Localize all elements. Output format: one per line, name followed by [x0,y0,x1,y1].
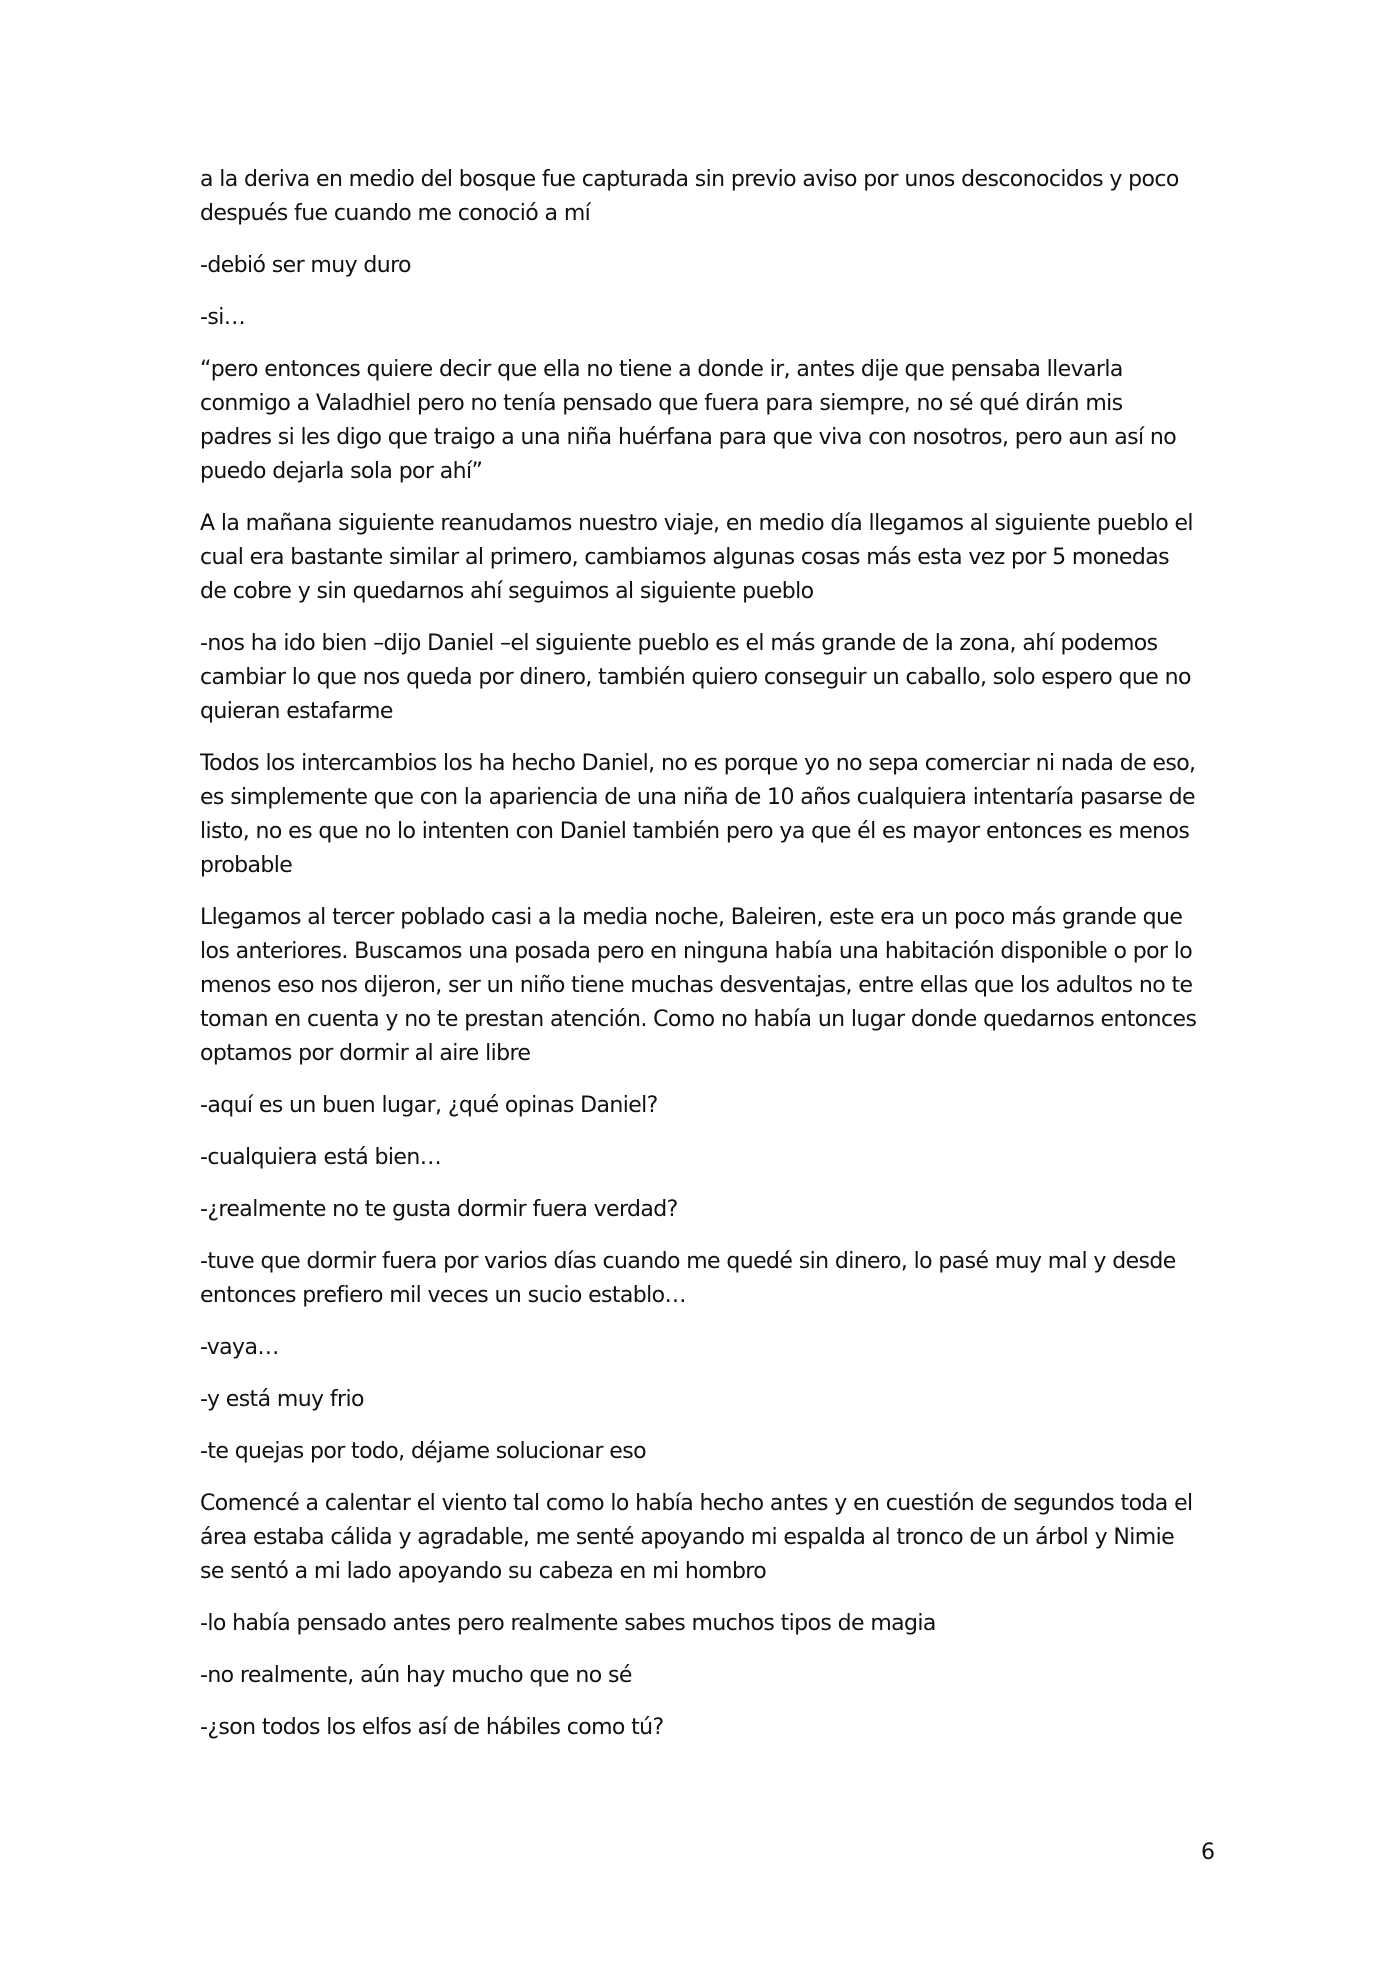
paragraph: -vaya… [200,1335,279,1360]
paragraph: Llegamos al tercer poblado casi a la media noche, Baleiren, este era un poco más grande que los anteriores. Buscamos una posada pero en ninguna había una habitación disponible o por lo menos eso nos dijeron, ser un niño tiene muchas desventajas, entre ellas que los adultos no te toman en cuenta y no te prestan atención. Como no había un lugar donde quedarnos entonces optamos por dormir al aire libre [200,905,1197,1066]
paragraph: a la deriva en medio del bosque fue capturada sin previo aviso por unos desconocidos y poco después fue cuando me conoció a mí [200,167,1179,226]
paragraph: -tuve que dormir fuera por varios días cuando me quedé sin dinero, lo pasé muy mal y desde entonces prefiero mil veces un sucio establo… [200,1249,1176,1308]
body-text [200,163,1200,1763]
paragraph: A la mañana siguiente reanudamos nuestro viaje, en medio día llegamos al siguiente pueblo el cual era bastante similar al primero, cambiamos algunas cosas más esta vez por 5 monedas de cobre y sin quedarnos ahí seguimos al siguiente pueblo [200,511,1193,604]
paragraph: -aquí es un buen lugar, ¿qué opinas Daniel? [200,1093,658,1118]
paragraph: Comencé a calentar el viento tal como lo había hecho antes y en cuestión de segundos toda el área estaba cálida y agradable, me senté apoyando mi espalda al tronco de un árbol y Nimie se sentó a mi lado apoyando su cabeza en mi hombro [200,1491,1193,1584]
paragraph: -y está muy frio [200,1387,364,1412]
paragraph: -cualquiera está bien… [200,1145,442,1170]
paragraph: “pero entonces quiere decir que ella no tiene a donde ir, antes dije que pensaba llevarla conmigo a Valadhiel pero no tenía pensado que fuera para siempre, no sé qué dirán mis padres si les digo que traigo a una niña huérfana para que viva con nosotros, pero aun así no puedo dejarla sola por ahí” [200,357,1177,484]
paragraph: -te quejas por todo, déjame solucionar eso [200,1439,646,1464]
paragraph: -¿son todos los elfos así de hábiles como tú? [200,1715,664,1740]
paragraph: -debió ser muy duro [200,253,411,278]
paragraph: -¿realmente no te gusta dormir fuera verdad? [200,1197,678,1222]
page-number: 6 [1201,1840,1215,1865]
paragraph: -lo había pensado antes pero realmente sabes muchos tipos de magia [200,1611,936,1636]
paragraph: -si… [200,305,246,330]
paragraph: -nos ha ido bien –dijo Daniel –el siguiente pueblo es el más grande de la zona, ahí podemos cambiar lo que nos queda por dinero, también quiero conseguir un caballo, solo espero que no quieran estafarme [200,631,1191,724]
paragraph: -no realmente, aún hay mucho que no sé [200,1663,632,1688]
paragraph: Todos los intercambios los ha hecho Daniel, no es porque yo no sepa comerciar ni nada de eso, es simplemente que con la apariencia de una niña de 10 años cualquiera intentaría pasarse de listo, no es que no lo intenten con Daniel también pero ya que él es mayor entonces es menos probable [200,751,1196,878]
